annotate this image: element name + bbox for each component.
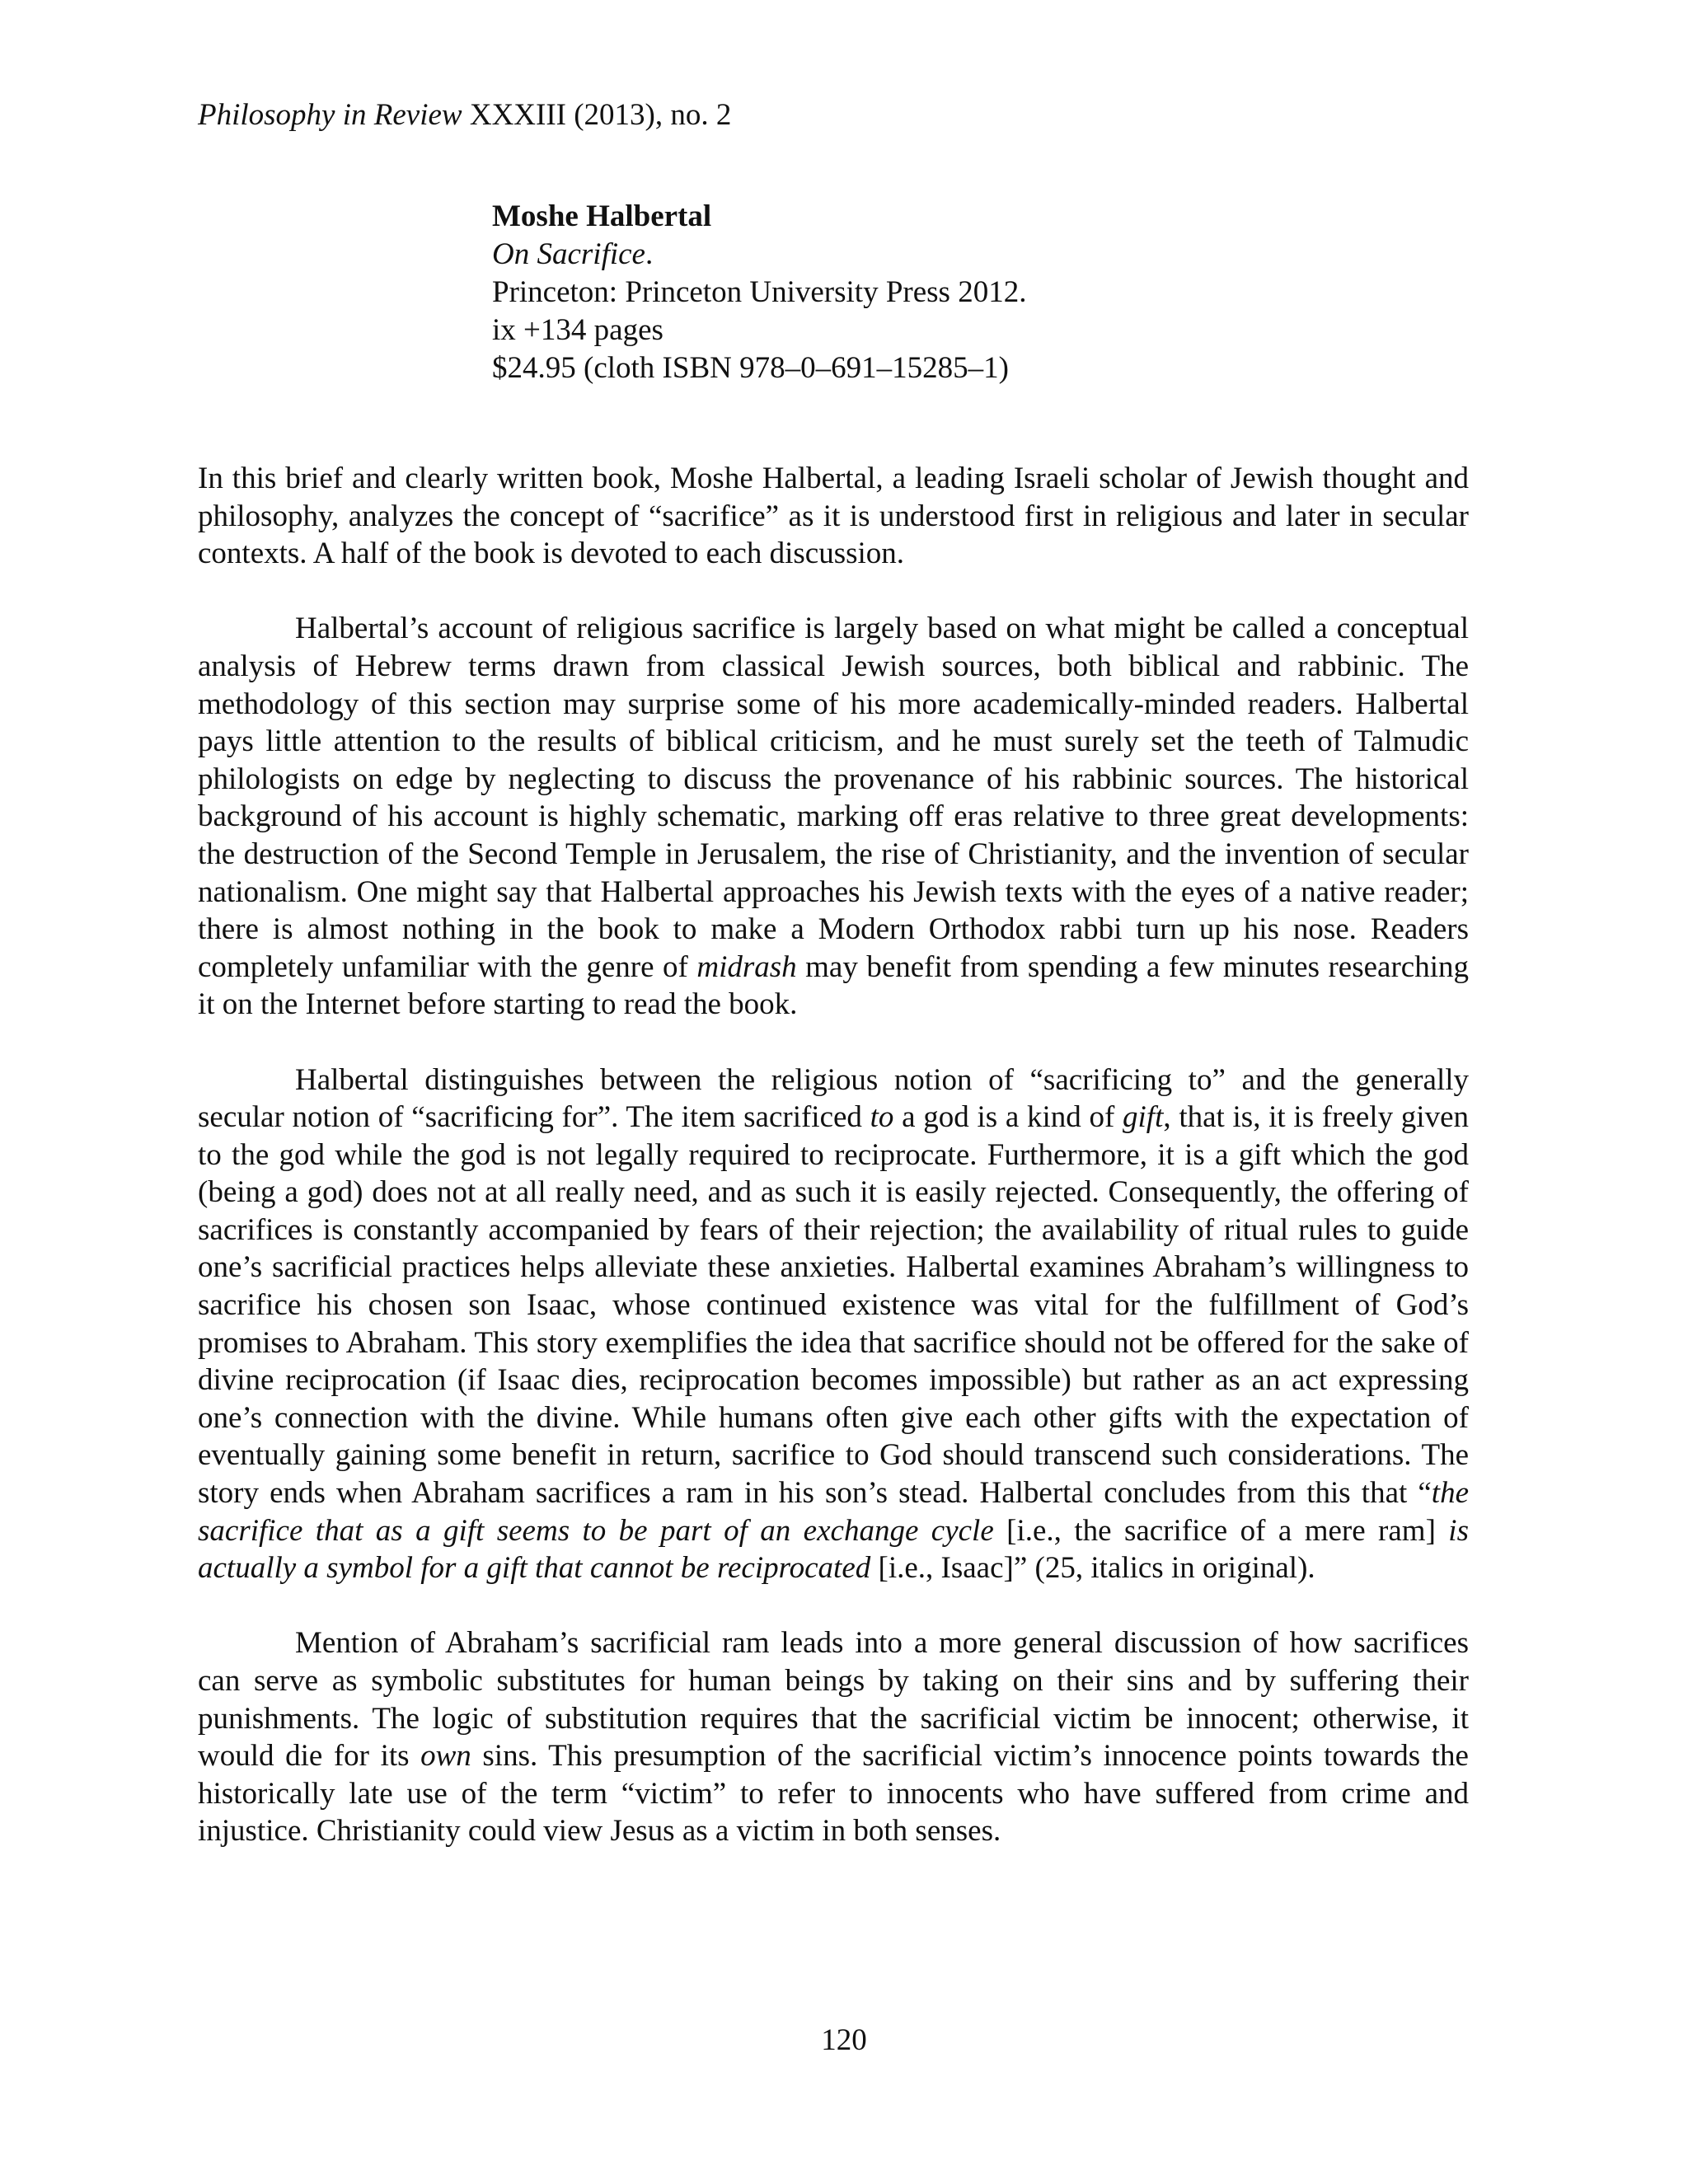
paragraph-2-italic-a: midrash (696, 949, 797, 984)
paragraph-3-italic-b: gift (1123, 1100, 1164, 1135)
paragraph-3-italic-c: the sacrifice that as a gift seems to be part of an exchange cycle (198, 1476, 1469, 1548)
paragraph-3-text-b: a god is a kind of (893, 1100, 1123, 1135)
running-head (198, 97, 731, 134)
journal-issue: XXXIII (2013), no. 2 (462, 98, 732, 132)
paragraph-4-italic-a: own (420, 1739, 471, 1774)
book-citation (492, 198, 1026, 387)
paragraph-4-text-b: sins. This presumption of the sacrificial victim’s innocence points towards the historically late use of the term “victim” to refer to innocents who have suffered from crime and injustice. Christianity could view Jesus as a victim in both senses. (198, 1739, 1469, 1849)
book-title-period: . (645, 237, 654, 271)
paragraph-3-text-d: [i.e., the sacrifice of a mere ram] (993, 1513, 1449, 1548)
paragraph-2-text-a: Halbertal’s account of religious sacrifice is largely based on what might be called a conceptual analysis of Hebrew terms drawn from classical Jewish sources, both biblical and rabbinic. The methodology of this section may surprise some of his more academically-minded readers. Halbertal pays little attention to the results of biblical criticism, and he must surely set the teeth of Talmudic philologists on edge by neglecting to discuss the provenance of his rabbinic sources. The historical background of his account is highly schematic, marking off eras relative to three great developments: the destruction of the Second Temple in Jerusalem, the rise of Christianity, and the invention of secular nationalism. One might say that Halbertal approaches his Jewish texts with the eyes of a native reader; there is almost nothing in the book to make a Modern Orthodox rabbi turn up his nose. Readers completely unfamiliar with the genre of (198, 612, 1469, 984)
paragraph-4 (198, 1624, 1469, 1850)
paragraph-3-italic-a: to (870, 1100, 894, 1135)
paragraph-3-text-e: [i.e., Isaac]” (25, italics in original). (870, 1551, 1315, 1586)
book-title: On Sacrifice (492, 237, 645, 271)
book-publisher: Princeton: Princeton University Press 2012. (492, 275, 1027, 309)
paragraph-3-italic-d: is actually a symbol for a gift that cannot be reciprocated (198, 1513, 1469, 1586)
book-author: Moshe Halbertal (492, 199, 712, 233)
paragraph-3 (198, 1062, 1469, 1587)
journal-title: Philosophy in Review (198, 98, 462, 132)
paragraph-4-text-a: Mention of Abraham’s sacrificial ram leads into a more general discussion of how sacrifices can serve as symbolic substitutes for human beings by taking on their sins and by suffering their punishments. The logic of substitution requires that the sacrificial victim be innocent; otherwise, it would die for its (198, 1626, 1469, 1774)
book-price: $24.95 (cloth ISBN 978–0–691–15285–1) (492, 351, 1009, 385)
book-pages: ix +134 pages (492, 313, 663, 347)
paragraph-3-text-c: , that is, it is freely given to the god while the god is not legally required to reciprocate. Furthermore, it is a gift which the god (being a god) does not at all really need, and as such it is easily rejected. Consequently, the offering of sacrifices is constantly accompanied by fears of their rejection; the availability of ritual rules to guide one’s sacrificial practices helps alleviate these anxieties. Halbertal examines Abraham’s willingness to sacrifice his chosen son Isaac, whose continued existence was vital for the fulfillment of God’s promises to Abraham. This story exemplifies the idea that sacrifice should not be offered for the sake of divine reciprocation (if Isaac dies, reciprocation becomes impossible) but rather as an act expressing one’s connection with the divine. While humans often give each other gifts with the expectation of eventually gaining some benefit in return, sacrifice to God should transcend such considerations. The story ends when Abraham sacrifices a ram in his son’s stead. Halbertal concludes from this that “ (198, 1100, 1469, 1511)
book-title-line (492, 236, 1026, 274)
paragraph-1: In this brief and clearly written book, Moshe Halbertal, a leading Israeli scholar of Jewish thought and philosophy, analyzes the concept of “sacrifice” as it is understood first in religious and later in secular contexts. A half of the book is devoted to each discussion. (198, 462, 1469, 571)
paragraph-3-text-a: Halbertal distinguishes between the religious notion of “sacrificing to” and the generally secular notion of “sacrificing for”. The item sacrificed (198, 1062, 1469, 1135)
page-number: 120 (821, 2023, 867, 2057)
paragraph-2 (198, 610, 1469, 1024)
paragraph-2-text-b: may benefit from spending a few minutes researching it on the Internet before starting to read the book. (198, 949, 1469, 1022)
review-body (198, 460, 1469, 1888)
